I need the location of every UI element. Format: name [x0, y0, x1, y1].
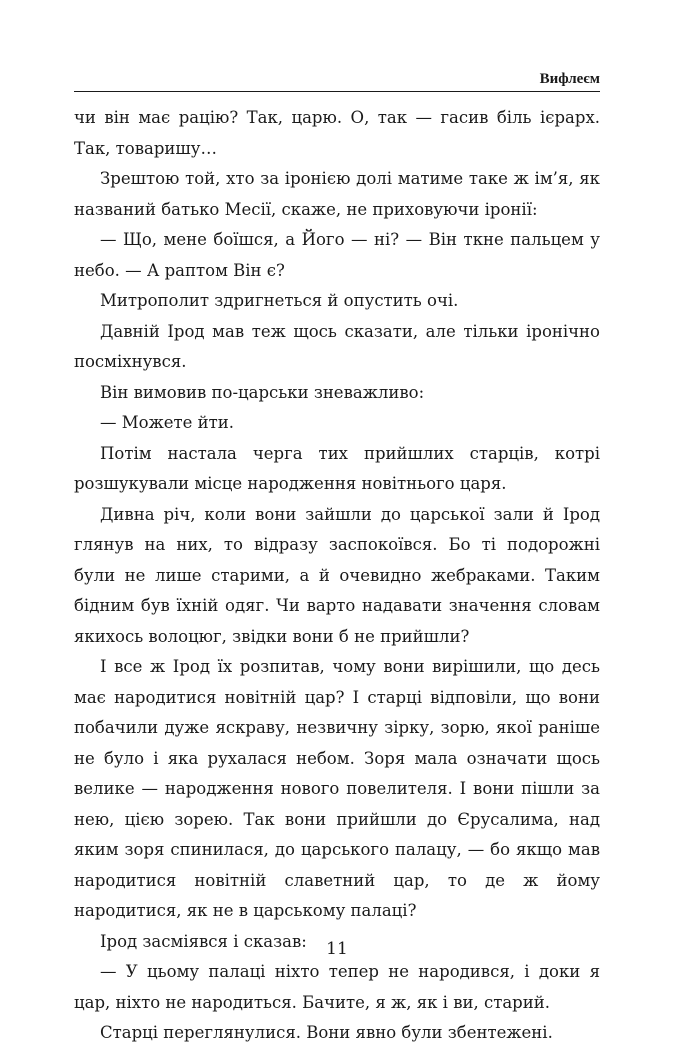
paragraph: Дивна річ, коли вони зайшли до царської зали й Ірод глянув на них, то відразу заспокоївся. Бо ті подорожні були не лише старими, а й очевидно жебраками. Таким бідним був їхній одяг. Чи варто надавати значення словам якихось волоцюг, звідки вони б не прийшли?	[74, 504, 600, 646]
paragraph-continuation: чи він має рацію? Так, царю. О, так — гасив біль ієрарх. Так, товаришу…	[74, 108, 600, 158]
paragraph: Потім настала черга тих прийшлих старців, котрі розшукували місце народження новітнього царя.	[74, 443, 600, 493]
paragraph-dialogue: — Можете йти.	[100, 413, 235, 432]
paragraph: Старці переглянулися. Вони явно були збентежені.	[100, 1023, 553, 1042]
paragraph: Митрополит здригнеться й опустить очі.	[100, 291, 459, 310]
paragraph-dialogue: — Що, мене боїшся, а Його — ні? — Він ткне пальцем у небо. — А раптом Він є?	[74, 230, 600, 280]
paragraph-dialogue: — У цьому палаці ніхто тепер не народився, і доки я цар, ніхто не народиться. Бачите, я ж, як і ви, старий.	[74, 962, 600, 1012]
paragraph: Ірод засміявся і сказав:	[100, 931, 307, 951]
paragraph: Він вимовив по-царськи зневажливо:	[100, 382, 425, 402]
body-text	[74, 103, 600, 1049]
paragraph: Давній Ірод мав теж щось сказати, але тільки іронічно посміхнувся.	[74, 321, 600, 371]
paragraph: І все ж Ірод їх розпитав, чому вони вирішили, що десь має народитися новітній цар? І старці відповіли, що вони побачили дуже яскраву, незвичну зірку, зорю, якої раніше не було і яка рухалася небом. Зоря мала означати щось велике — народження нового повелителя. І вони пішли за нею, цією зорею. Так вони прийшли до Єрусалима, над яким зоря спинилася, до царського палацу, — бо якщо мав народитися новітній славетний цар, то де ж йому народитися, як не в царському палаці?	[74, 657, 600, 920]
paragraph: Зрештою той, хто за іронією долі матиме таке ж ім’я, як названий батько Месії, скаже, не приховуючи іронії:	[74, 169, 600, 219]
running-head-title: Вифлеєм	[539, 71, 600, 87]
page-number: 11	[326, 939, 348, 959]
header-rule	[74, 91, 600, 92]
